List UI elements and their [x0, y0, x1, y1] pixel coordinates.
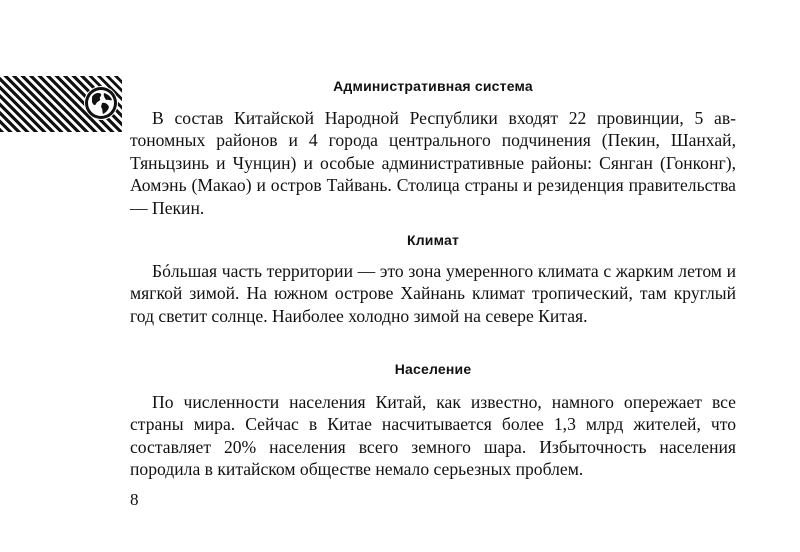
section-text-climate: Бóльшая часть территории — это зона умеренного климата с жарким летом и мягкой зимой. На южном острове Хайнань климат тропический, там круглый год светит солнце. Наиболее холодно зимой на севере Китая.	[130, 261, 736, 326]
section-heading-climate: Климат	[406, 232, 460, 248]
section-text-admin: В состав Китайской Народной Республики входят 22 провинции, 5 автономных районов и 4 города центрального подчинения (Пекин, Шанхай, Тяньцзинь и Чунцин) и особые административные районы: Сянган (Гонконг), Аомэнь (Макао) и остров Тайвань. Столица страны и резиденция правительства — Пекин.	[130, 108, 736, 218]
section-text-population: По численности населения Китай, как известно, намного опережает все страны мира. Сейчас в Китае насчитывается более 1,3 млрд жителей, что составляет 20% населения всего земного шара. Избыточность населения породила в китайском обществе немало серьезных проблем.	[130, 392, 736, 480]
globe-icon	[84, 86, 118, 120]
page-number: 8	[130, 490, 139, 509]
section-heading-admin: Административная система	[333, 78, 533, 94]
section-heading-population: Население	[394, 361, 472, 377]
